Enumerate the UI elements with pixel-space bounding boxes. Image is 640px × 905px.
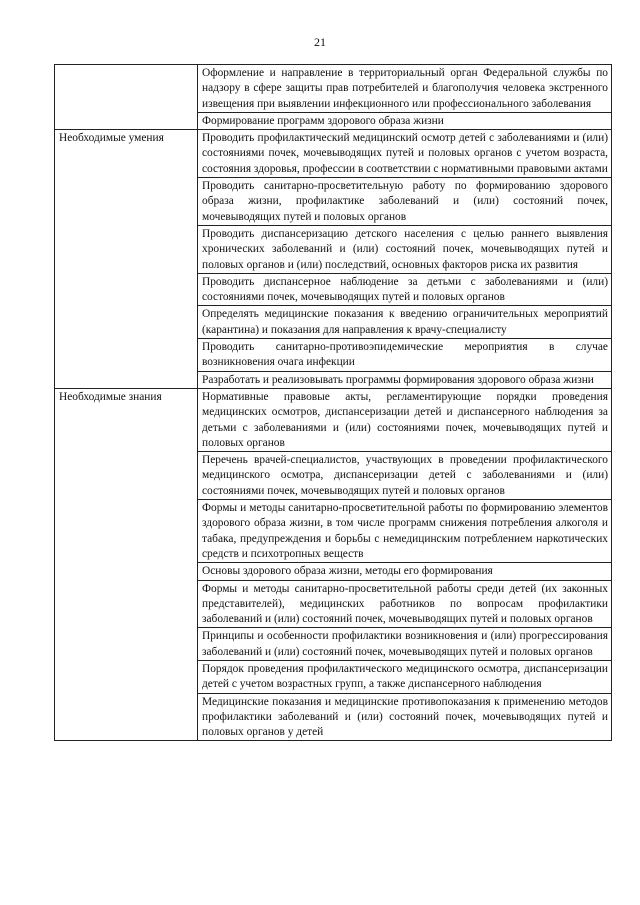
table-cell: Разработать и реализовывать программы формирования здорового образа жизни (198, 371, 612, 388)
table-row (55, 65, 612, 113)
table-cell: Нормативные правовые акты, регламентирующие порядки проведения медицинских осмотров, диспансеризации детей и диспансерного наблюдения за детьми с заболеваниями и (или) состояниями почек, мочевыводящих путей и половых органов (198, 388, 612, 451)
table-cell: Проводить профилактический медицинский осмотр детей с заболеваниями и (или) состояниями почек, мочевыводящих путей и половых органов с учетом возраста, состояния здоровья, профессии в соответствии с нормативными правовыми актами (198, 130, 612, 178)
section-label-knowledge: Необходимые знания (55, 388, 198, 741)
table-cell: Проводить санитарно-противоэпидемические мероприятия в случае возникновения очага инфекции (198, 339, 612, 372)
table-cell: Проводить диспансеризацию детского населения с целью раннего выявления хронических заболеваний и (или) состояний почек, мочевыводящих путей и половых органов и (или) последствий, основных факторов риска их развития (198, 225, 612, 273)
table-cell: Формирование программ здорового образа жизни (198, 112, 612, 129)
table-cell: Определять медицинские показания к введению ограничительных мероприятий (карантина) и показания для направления к врачу-специалисту (198, 306, 612, 339)
section-label-continuation (55, 65, 198, 130)
table-cell: Основы здорового образа жизни, методы его формирования (198, 563, 612, 580)
table-row (55, 130, 612, 178)
section-label-skills: Необходимые умения (55, 130, 198, 389)
table-cell: Оформление и направление в территориальный орган Федеральной службы по надзору в сфере защиты прав потребителей и благополучия человека экстренного извещения при выявлении инфекционного или профессионального заболевания (198, 65, 612, 113)
table-cell: Проводить диспансерное наблюдение за детьми с заболеваниями и (или) состояниями почек, мочевыводящих путей и половых органов (198, 273, 612, 306)
page-number: 21 (314, 35, 326, 49)
table-cell: Принципы и особенности профилактики возникновения и (или) прогрессирования заболеваний и (или) состояний почек, мочевыводящих путей и половых органов (198, 628, 612, 661)
table-cell: Медицинские показания и медицинские противопоказания к применению методов профилактики заболеваний и (или) состояний почек, мочевыводящих путей и половых органов у детей (198, 693, 612, 741)
requirements-table (54, 64, 612, 741)
table-row (55, 388, 612, 451)
table-cell: Порядок проведения профилактического медицинского осмотра, диспансеризации детей с учетом возрастных групп, а также диспансерного наблюдения (198, 660, 612, 693)
table-cell: Формы и методы санитарно-просветительной работы среди детей (их законных представителей), медицинских работников по вопросам профилактики заболеваний и (или) состояний почек, мочевыводящих путей и половых органов (198, 580, 612, 628)
table-cell: Формы и методы санитарно-просветительной работы по формированию элементов здорового образа жизни, в том числе программ снижения потребления алкоголя и табака, предупреждения и борьбы с немедицинским потреблением наркотических средств и психотропных веществ (198, 500, 612, 563)
table-cell: Проводить санитарно-просветительную работу по формированию здорового образа жизни, профилактике заболеваний и (или) состояний почек, мочевыводящих путей и половых органов (198, 178, 612, 226)
table-cell: Перечень врачей-специалистов, участвующих в проведении профилактического медицинского осмотра, диспансеризации детей с заболеваниями и (или) состояниями почек, мочевыводящих путей и половых органов (198, 452, 612, 500)
